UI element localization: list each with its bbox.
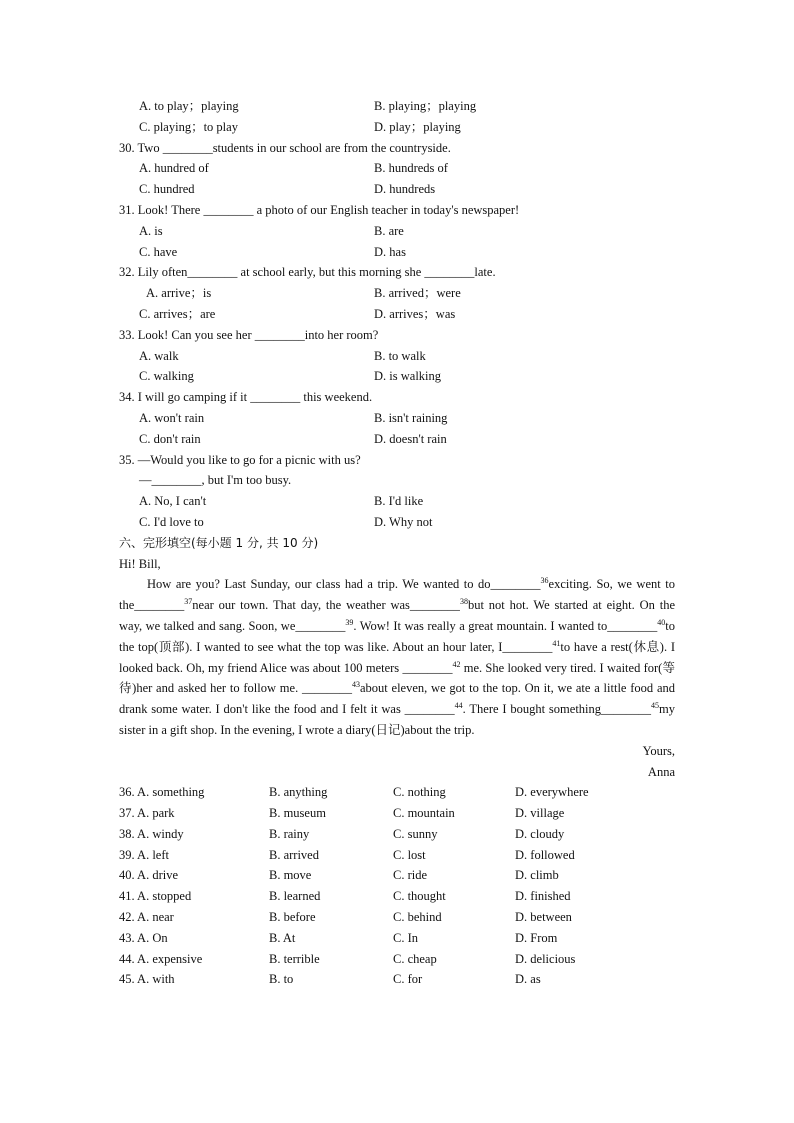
letter-greeting: Hi! Bill, xyxy=(119,556,161,571)
cloze-option-d: D. followed xyxy=(515,847,575,862)
cloze-option-c: C. behind xyxy=(393,910,442,925)
question-stem: 34. I will go camping if it ________ this weekend. xyxy=(119,390,373,405)
cloze-option-d: D. as xyxy=(515,972,541,987)
cloze-option-d: D. climb xyxy=(515,868,559,883)
cloze-option-b: B. anything xyxy=(269,785,328,800)
option-c: C. hundred xyxy=(139,182,195,197)
blank-number: 42 xyxy=(452,659,461,669)
passage-text: but not hot. We started at eight. On the way, we talked and sang. Soon, we________ xyxy=(119,598,676,633)
passage-text: . There I bought something________ xyxy=(462,702,652,717)
option-b: B. are xyxy=(374,223,404,238)
options-row xyxy=(119,408,675,429)
blank-number: 41 xyxy=(552,638,561,648)
cloze-option-b: B. before xyxy=(269,910,316,925)
cloze-option-c: C. lost xyxy=(393,847,426,862)
cloze-option-b: B. terrible xyxy=(269,951,320,966)
cloze-option-a: 37. A. park xyxy=(119,806,175,821)
blank-number: 45 xyxy=(651,700,660,710)
option-d: D. hundreds xyxy=(374,182,436,197)
cloze-options xyxy=(119,782,675,990)
cloze-option-d: D. cloudy xyxy=(515,826,565,841)
cloze-option-b: B. learned xyxy=(269,889,321,904)
option-b: B. hundreds of xyxy=(374,161,448,176)
cloze-option-b: B. arrived xyxy=(269,847,319,862)
option-b: B. to walk xyxy=(374,348,426,363)
option-a: A. No, I can't xyxy=(139,494,207,509)
cloze-option-row xyxy=(119,782,675,803)
blank-number: 44 xyxy=(454,700,463,710)
cloze-option-row xyxy=(119,969,675,990)
option-d: D. doesn't rain xyxy=(374,431,447,446)
letter-paragraph xyxy=(119,574,675,740)
option-c: C. arrives；are xyxy=(139,306,216,321)
options-row xyxy=(119,429,675,450)
cloze-option-row xyxy=(119,865,675,886)
options-row xyxy=(119,158,675,179)
cloze-option-c: C. thought xyxy=(393,889,446,904)
letter-signature: Anna xyxy=(647,764,675,779)
q29-option-a: A. to play；playing xyxy=(139,99,239,113)
blank-number: 40 xyxy=(657,617,666,627)
cloze-option-d: D. everywhere xyxy=(515,785,589,800)
q29-option-d: D. play；playing xyxy=(374,119,461,134)
cloze-option-a: 41. A. stopped xyxy=(119,889,192,904)
cloze-option-b: B. rainy xyxy=(269,826,310,841)
cloze-option-c: C. nothing xyxy=(393,785,446,800)
question-stem: 30. Two ________students in our school are from the countryside. xyxy=(119,140,451,155)
cloze-option-a: 43. A. On xyxy=(119,930,168,945)
cloze-option-row xyxy=(119,845,675,866)
cloze-option-a: 44. A. expensive xyxy=(119,951,203,966)
option-a: A. is xyxy=(139,223,163,238)
option-b: B. isn't raining xyxy=(374,410,448,425)
options-row xyxy=(119,179,675,200)
cloze-option-d: D. finished xyxy=(515,889,571,904)
option-d: D. is walking xyxy=(374,369,442,384)
q29-options-row-1 xyxy=(119,96,675,117)
options-row xyxy=(119,491,675,512)
option-c: C. don't rain xyxy=(139,431,201,446)
cloze-option-row xyxy=(119,803,675,824)
blank-number: 37 xyxy=(184,596,193,606)
option-c: C. have xyxy=(139,244,178,259)
options-row xyxy=(119,242,675,263)
blank-number: 43 xyxy=(351,680,360,690)
q29-option-c: C. playing；to play xyxy=(139,119,238,134)
exam-page xyxy=(119,96,675,990)
option-d: D. arrives；was xyxy=(374,306,456,321)
cloze-option-a: 36. A. something xyxy=(119,785,205,800)
options-row xyxy=(119,512,675,533)
cloze-option-d: D. delicious xyxy=(515,951,576,966)
cloze-option-c: C. ride xyxy=(393,868,428,883)
option-d: D. has xyxy=(374,244,406,259)
options-row xyxy=(119,221,675,242)
cloze-option-row xyxy=(119,907,675,928)
option-d: D. Why not xyxy=(374,514,433,529)
question-stem: 31. Look! There ________ a photo of our English teacher in today's newspaper! xyxy=(119,202,520,217)
section-title: 六、完形填空(每小题 1 分, 共 10 分) xyxy=(119,535,319,550)
cloze-option-c: C. sunny xyxy=(393,826,438,841)
passage-text: exciting. So, we went to the________ xyxy=(119,577,675,613)
options-row xyxy=(119,304,675,325)
option-a: A. walk xyxy=(139,348,179,363)
option-a: A. arrive；is xyxy=(146,286,212,301)
q29-option-b: B. playing；playing xyxy=(374,99,477,113)
q29-options-row-2 xyxy=(119,117,675,138)
question-stem: 33. Look! Can you see her ________into her room? xyxy=(119,327,379,342)
cloze-option-d: D. between xyxy=(515,910,572,925)
passage-text: to have a rest(休息). I looked back. Oh, my friend Alice was about 100 meters ________ xyxy=(119,639,676,675)
cloze-option-c: C. mountain xyxy=(393,806,455,821)
cloze-option-c: C. cheap xyxy=(393,951,437,966)
passage-text: about eleven, we got to the top. On it, we ate a little food and drank some water. I don't like the food and I felt it was ________ xyxy=(119,681,675,717)
cloze-option-a: 39. A. left xyxy=(119,847,169,862)
options-row xyxy=(119,346,675,367)
cloze-option-row xyxy=(119,949,675,970)
options-row xyxy=(119,283,675,304)
cloze-option-b: B. move xyxy=(269,868,312,883)
cloze-option-a: 40. A. drive xyxy=(119,868,179,883)
passage-text: near our town. That day, the weather was________ xyxy=(192,598,460,613)
cloze-option-row xyxy=(119,824,675,845)
blank-number: 39 xyxy=(345,617,354,627)
cloze-option-row xyxy=(119,928,675,949)
option-b: B. arrived；were xyxy=(374,286,461,301)
cloze-option-c: C. for xyxy=(393,972,423,987)
blank-number: 38 xyxy=(459,596,468,606)
cloze-option-b: B. to xyxy=(269,972,294,987)
passage-text: to the top(顶部). I wanted to see what the top was like. About an hour later, I________ xyxy=(119,618,675,654)
q35-reply: —________, but I'm too busy. xyxy=(139,473,292,488)
passage-text: me. She looked very tired. I waited for(等待)her and asked her to follow me. ________ xyxy=(119,660,675,696)
cloze-option-a: 42. A. near xyxy=(119,910,174,925)
question-stem: 32. Lily often________ at school early, but this morning she ________late. xyxy=(119,265,496,280)
options-row xyxy=(119,366,675,387)
option-a: A. won't rain xyxy=(139,410,205,425)
letter-body xyxy=(119,574,675,740)
blank-number: 36 xyxy=(540,576,549,586)
cloze-option-d: D. From xyxy=(515,930,558,945)
option-c: C. I'd love to xyxy=(139,514,204,529)
cloze-option-c: C. In xyxy=(393,930,418,945)
option-c: C. walking xyxy=(139,369,194,384)
cloze-option-b: B. museum xyxy=(269,806,326,821)
q35-stem: 35. —Would you like to go for a picnic with us? xyxy=(119,452,361,467)
passage-text: How are you? Last Sunday, our class had a trip. We wanted to do________ xyxy=(147,577,541,592)
letter-closing: Yours, xyxy=(642,743,675,758)
passage-text: . Wow! It was really a great mountain. I wanted to________ xyxy=(353,618,658,633)
option-b: B. I'd like xyxy=(374,494,424,509)
option-a: A. hundred of xyxy=(139,161,209,176)
cloze-option-a: 38. A. windy xyxy=(119,826,184,841)
cloze-option-d: D. village xyxy=(515,806,565,821)
passage-text: my sister in a gift shop. In the evening, I wrote a diary(日记)about the trip. xyxy=(119,702,675,737)
cloze-option-row xyxy=(119,886,675,907)
cloze-option-a: 45. A. with xyxy=(119,972,175,987)
cloze-option-b: B. At xyxy=(269,930,296,945)
